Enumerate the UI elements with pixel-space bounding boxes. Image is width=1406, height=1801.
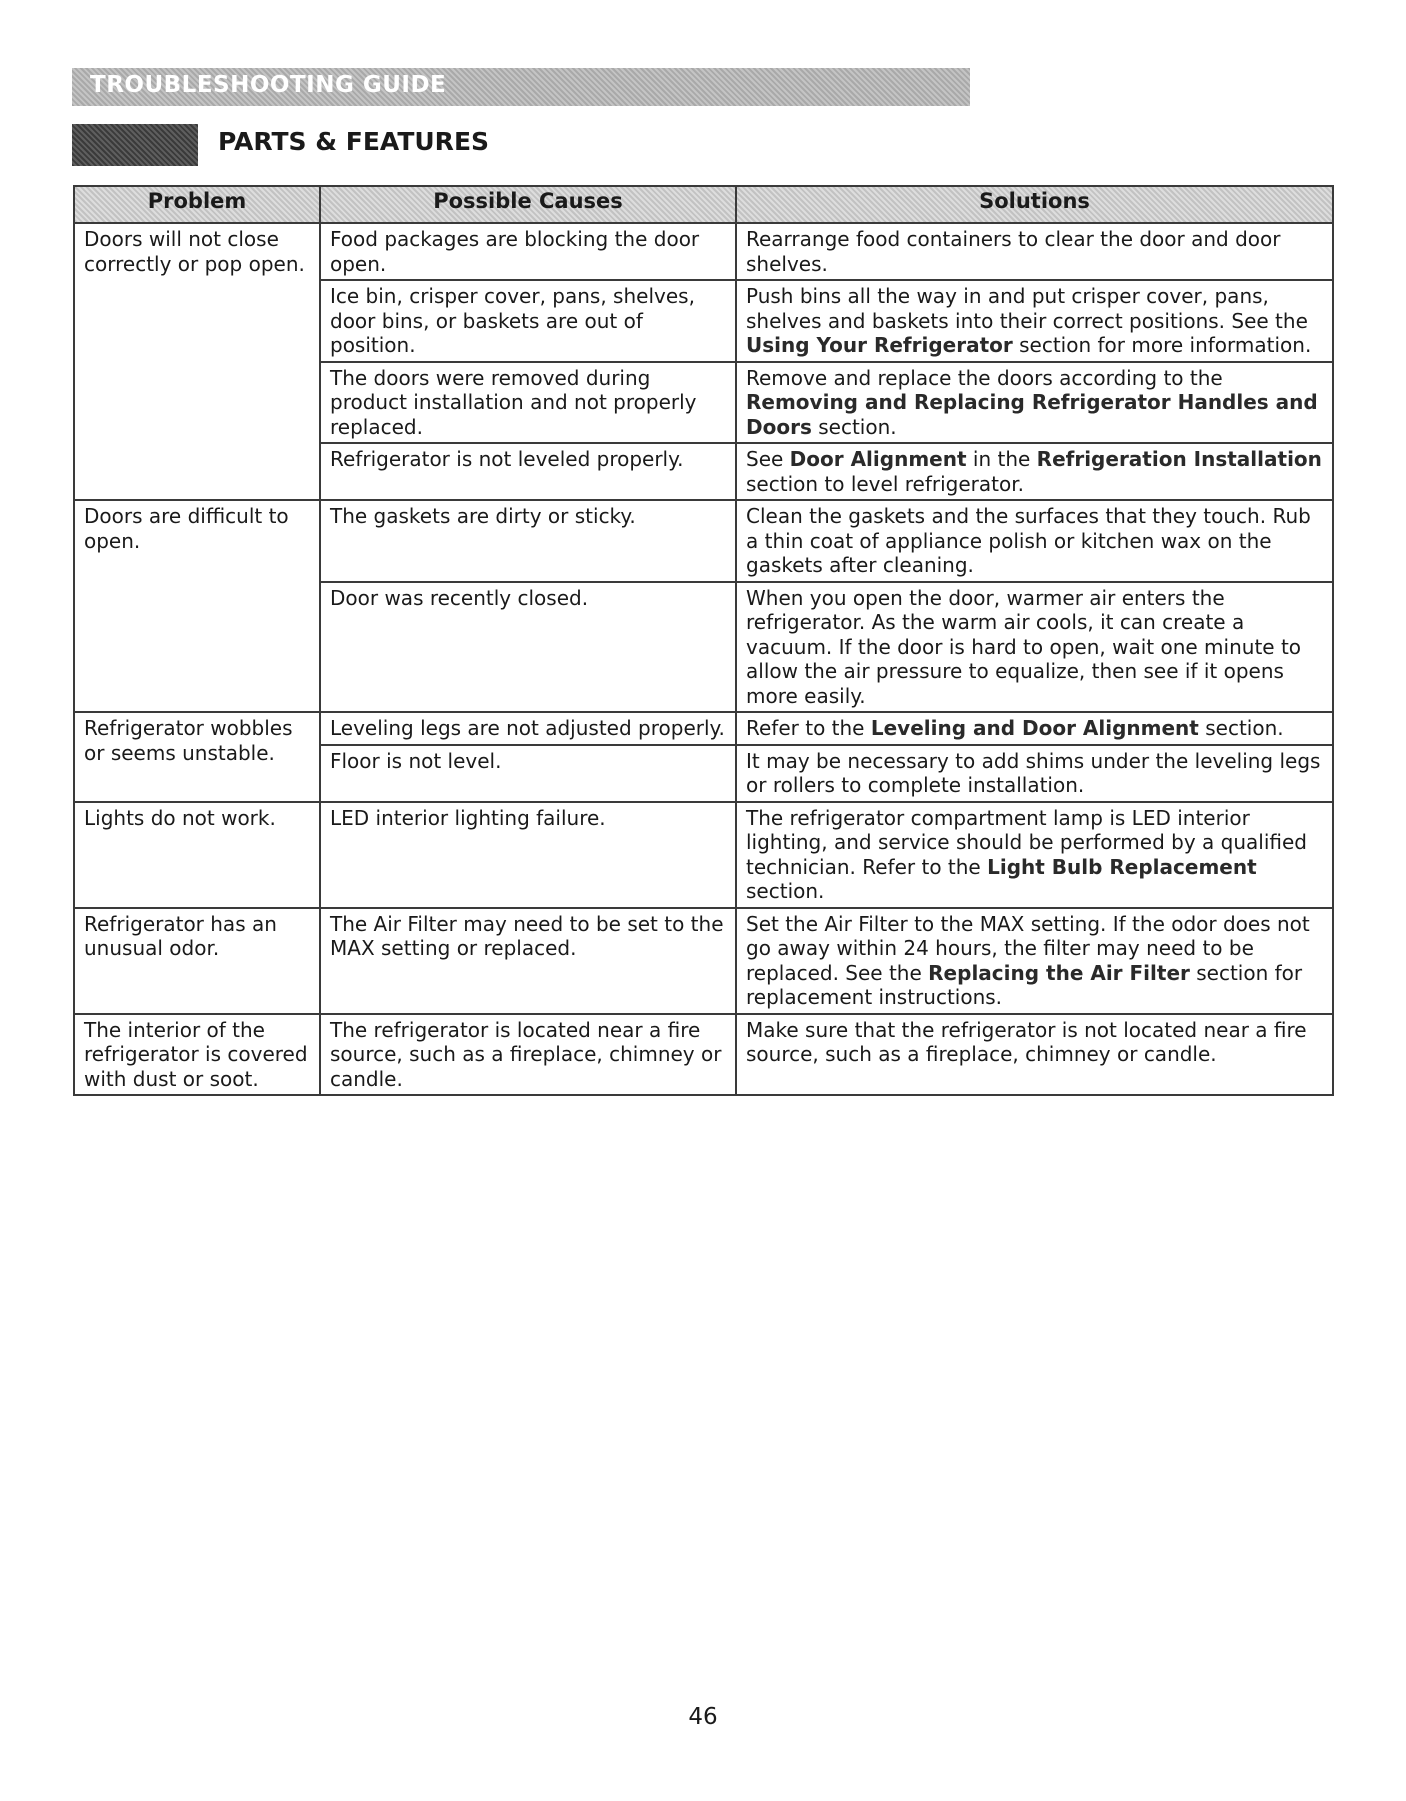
cause-cell: Leveling legs are not adjusted properly. bbox=[320, 712, 736, 745]
table-row bbox=[74, 223, 1333, 280]
solution-cell bbox=[736, 443, 1333, 500]
solution-cell bbox=[736, 362, 1333, 444]
section-reference: Door Alignment bbox=[789, 447, 967, 471]
section-reference: Replacing the Air Filter bbox=[928, 960, 1190, 985]
section-marker-block bbox=[72, 124, 198, 166]
solution-cell bbox=[736, 712, 1333, 745]
cause-cell: The Air Filter may need to be set to the MAX setting or replaced. bbox=[320, 908, 736, 1014]
solution-text: Refer to the bbox=[746, 716, 871, 740]
section-reference: Refrigeration Installation bbox=[1036, 447, 1322, 471]
section-reference: Light Bulb Replacement bbox=[987, 854, 1257, 879]
solution-text: section. bbox=[746, 879, 825, 903]
cause-cell: Ice bin, crisper cover, pans, shelves, door bins, or baskets are out of position. bbox=[320, 280, 736, 362]
section-reference: Leveling and Door Alignment bbox=[870, 716, 1199, 740]
guide-title: TROUBLESHOOTING GUIDE bbox=[90, 72, 447, 98]
cause-cell: The refrigerator is located near a fire source, such as a fireplace, chimney or candle. bbox=[320, 1014, 736, 1096]
problem-cell: Doors will not close correctly or pop open. bbox=[74, 223, 320, 500]
solution-cell bbox=[736, 582, 1333, 713]
solution-cell bbox=[736, 1014, 1333, 1096]
solution-text: See bbox=[746, 447, 790, 471]
cause-cell: The gaskets are dirty or sticky. bbox=[320, 500, 736, 582]
solution-cell bbox=[736, 223, 1333, 280]
table-row bbox=[74, 802, 1333, 908]
column-header-problem: Problem bbox=[74, 186, 320, 223]
cause-cell: Food packages are blocking the door open. bbox=[320, 223, 736, 280]
problem-cell: Lights do not work. bbox=[74, 802, 320, 908]
problem-cell: Refrigerator has an unusual odor. bbox=[74, 908, 320, 1014]
solution-text: It may be necessary to add shims under the leveling legs or rollers to complete installation. bbox=[746, 748, 1321, 797]
solution-text: The refrigerator compartment lamp is LED interior lighting, and service should be performed by a qualified technician. Refer to the bbox=[746, 805, 1307, 879]
column-header-solutions: Solutions bbox=[736, 186, 1333, 223]
solution-cell bbox=[736, 745, 1333, 802]
table-header-row bbox=[74, 186, 1333, 223]
cause-cell: Floor is not level. bbox=[320, 745, 736, 802]
column-header-possible-causes: Possible Causes bbox=[320, 186, 736, 223]
table-row bbox=[74, 712, 1333, 745]
solution-text: When you open the door, warmer air enters the refrigerator. As the warm air cools, it can create a vacuum. If the door is hard to open, wait one minute to allow the air pressure to equalize, then see if it opens more easily. bbox=[746, 585, 1302, 708]
problem-cell: Refrigerator wobbles or seems unstable. bbox=[74, 712, 320, 802]
problem-cell: Doors are difficult to open. bbox=[74, 500, 320, 712]
table-row bbox=[74, 908, 1333, 1014]
cause-cell: LED interior lighting failure. bbox=[320, 802, 736, 908]
solution-text: in the bbox=[966, 447, 1037, 471]
solution-cell bbox=[736, 908, 1333, 1014]
solution-text: Set the Air Filter to the MAX setting. If the odor does not go away within 24 hours, the filter may need to be replaced. See the bbox=[746, 911, 1310, 985]
solution-cell bbox=[736, 500, 1333, 582]
solution-cell bbox=[736, 280, 1333, 362]
solution-text: Remove and replace the doors according to the bbox=[746, 365, 1223, 390]
solution-text: section. bbox=[811, 414, 897, 439]
solution-text: section for replacement instructions. bbox=[746, 960, 1303, 1009]
section-title: PARTS & FEATURES bbox=[218, 127, 490, 156]
cause-cell: Door was recently closed. bbox=[320, 582, 736, 713]
table-row bbox=[74, 1014, 1333, 1096]
troubleshooting-guide-banner bbox=[72, 68, 970, 106]
page-number: 46 bbox=[688, 1704, 718, 1730]
solution-text: section to level refrigerator. bbox=[746, 471, 1024, 496]
solution-text: Clean the gaskets and the surfaces that they touch. Rub a thin coat of appliance polish or kitchen wax on the gaskets after cleaning. bbox=[746, 504, 1311, 577]
cause-cell: Refrigerator is not leveled properly. bbox=[320, 443, 736, 500]
table-row bbox=[74, 500, 1333, 582]
solution-text: Push bins all the way in and put crisper cover, pans, shelves and baskets into their correct positions. See the bbox=[746, 284, 1308, 333]
solution-text: Make sure that the refrigerator is not located near a fire source, such as a fireplace, chimney or candle. bbox=[746, 1017, 1307, 1066]
solution-cell bbox=[736, 802, 1333, 908]
section-reference: Using Your Refrigerator bbox=[746, 333, 1013, 357]
solution-text: section. bbox=[1198, 716, 1284, 740]
problem-cell: The interior of the refrigerator is covered with dust or soot. bbox=[74, 1014, 320, 1096]
cause-cell: The doors were removed during product installation and not properly replaced. bbox=[320, 362, 736, 444]
troubleshooting-table bbox=[73, 185, 1334, 1096]
solution-text: section for more information. bbox=[1012, 333, 1312, 357]
solution-text: Rearrange food containers to clear the door and door shelves. bbox=[746, 227, 1281, 276]
section-reference: Removing and Replacing Refrigerator Handles and Doors bbox=[746, 390, 1318, 439]
